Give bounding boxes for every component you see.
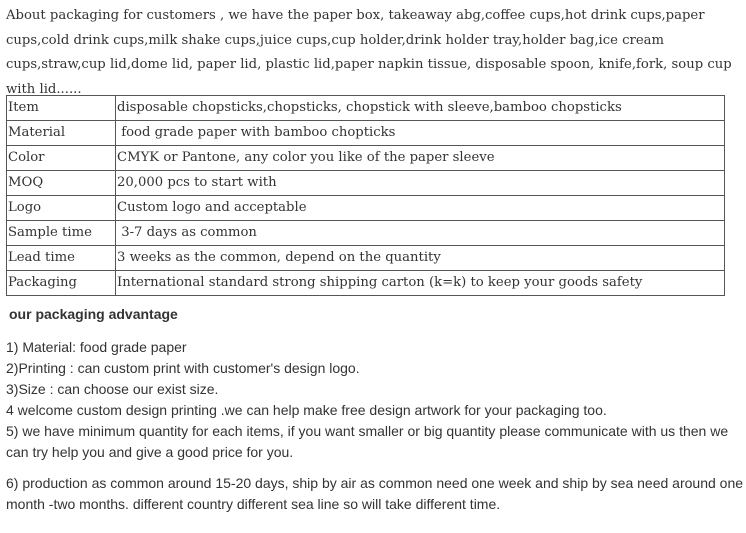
spec-value: disposable chopsticks,chopsticks, chopstick with sleeve,bamboo chopsticks xyxy=(116,96,725,121)
spec-value: Custom logo and acceptable xyxy=(116,196,725,221)
spec-label: Packaging xyxy=(7,271,116,296)
table-row xyxy=(7,171,725,196)
intro-paragraph: About packaging for customers , we have the paper box, takeaway abg,coffee cups,hot drink cups,paper cups,cold drink cups,milk shake cups,juice cups,cup holder,drink holder tray,holder bag,ice cream cups,straw,cup lid,dome lid, paper lid, plastic lid,paper napkin tissue, disposable spoon, knife,fork, soup cup with lid...... xyxy=(6,8,732,97)
spec-label: Lead time xyxy=(7,246,116,271)
spec-label: MOQ xyxy=(7,171,116,196)
spec-label: Sample time xyxy=(7,221,116,246)
table-row xyxy=(7,96,725,121)
table-row xyxy=(7,121,725,146)
table-row xyxy=(7,221,725,246)
table-row xyxy=(7,196,725,221)
spec-value: CMYK or Pantone, any color you like of the paper sleeve xyxy=(116,146,725,171)
spec-value: International standard strong shipping carton (k=k) to keep your goods safety xyxy=(116,271,725,296)
advantage-item: 1) Material: food grade paper xyxy=(6,339,187,355)
advantage-item: 3)Size : can choose our exist size. xyxy=(6,381,219,397)
spec-table xyxy=(6,95,725,296)
advantage-item: 6) production as common around 15-20 days, ship by air as common need one week and ship by sea need around one month -two months. different country different sea line so will take different time. xyxy=(6,475,744,512)
advantage-list xyxy=(6,337,746,515)
spec-label: Color xyxy=(7,146,116,171)
spec-value: 3-7 days as common xyxy=(116,221,725,246)
spec-label: Item xyxy=(7,96,116,121)
spec-value: 20,000 pcs to start with xyxy=(116,171,725,196)
table-row xyxy=(7,146,725,171)
table-row xyxy=(7,271,725,296)
spec-label: Material xyxy=(7,121,116,146)
spec-value: food grade paper with bamboo chopticks xyxy=(116,121,725,146)
advantage-item: 5) we have minimum quantity for each items, if you want smaller or big quantity please communicate with us then we can try help you and give a good price for you. xyxy=(6,423,729,460)
table-row xyxy=(7,246,725,271)
advantage-item: 4 welcome custom design printing .we can help make free design artwork for your packaging too. xyxy=(6,402,607,418)
spec-value: 3 weeks as the common, depend on the quantity xyxy=(116,246,725,271)
advantage-item: 2)Printing : can custom print with customer's design logo. xyxy=(6,360,360,376)
spec-label: Logo xyxy=(7,196,116,221)
advantage-heading: our packaging advantage xyxy=(9,306,178,322)
